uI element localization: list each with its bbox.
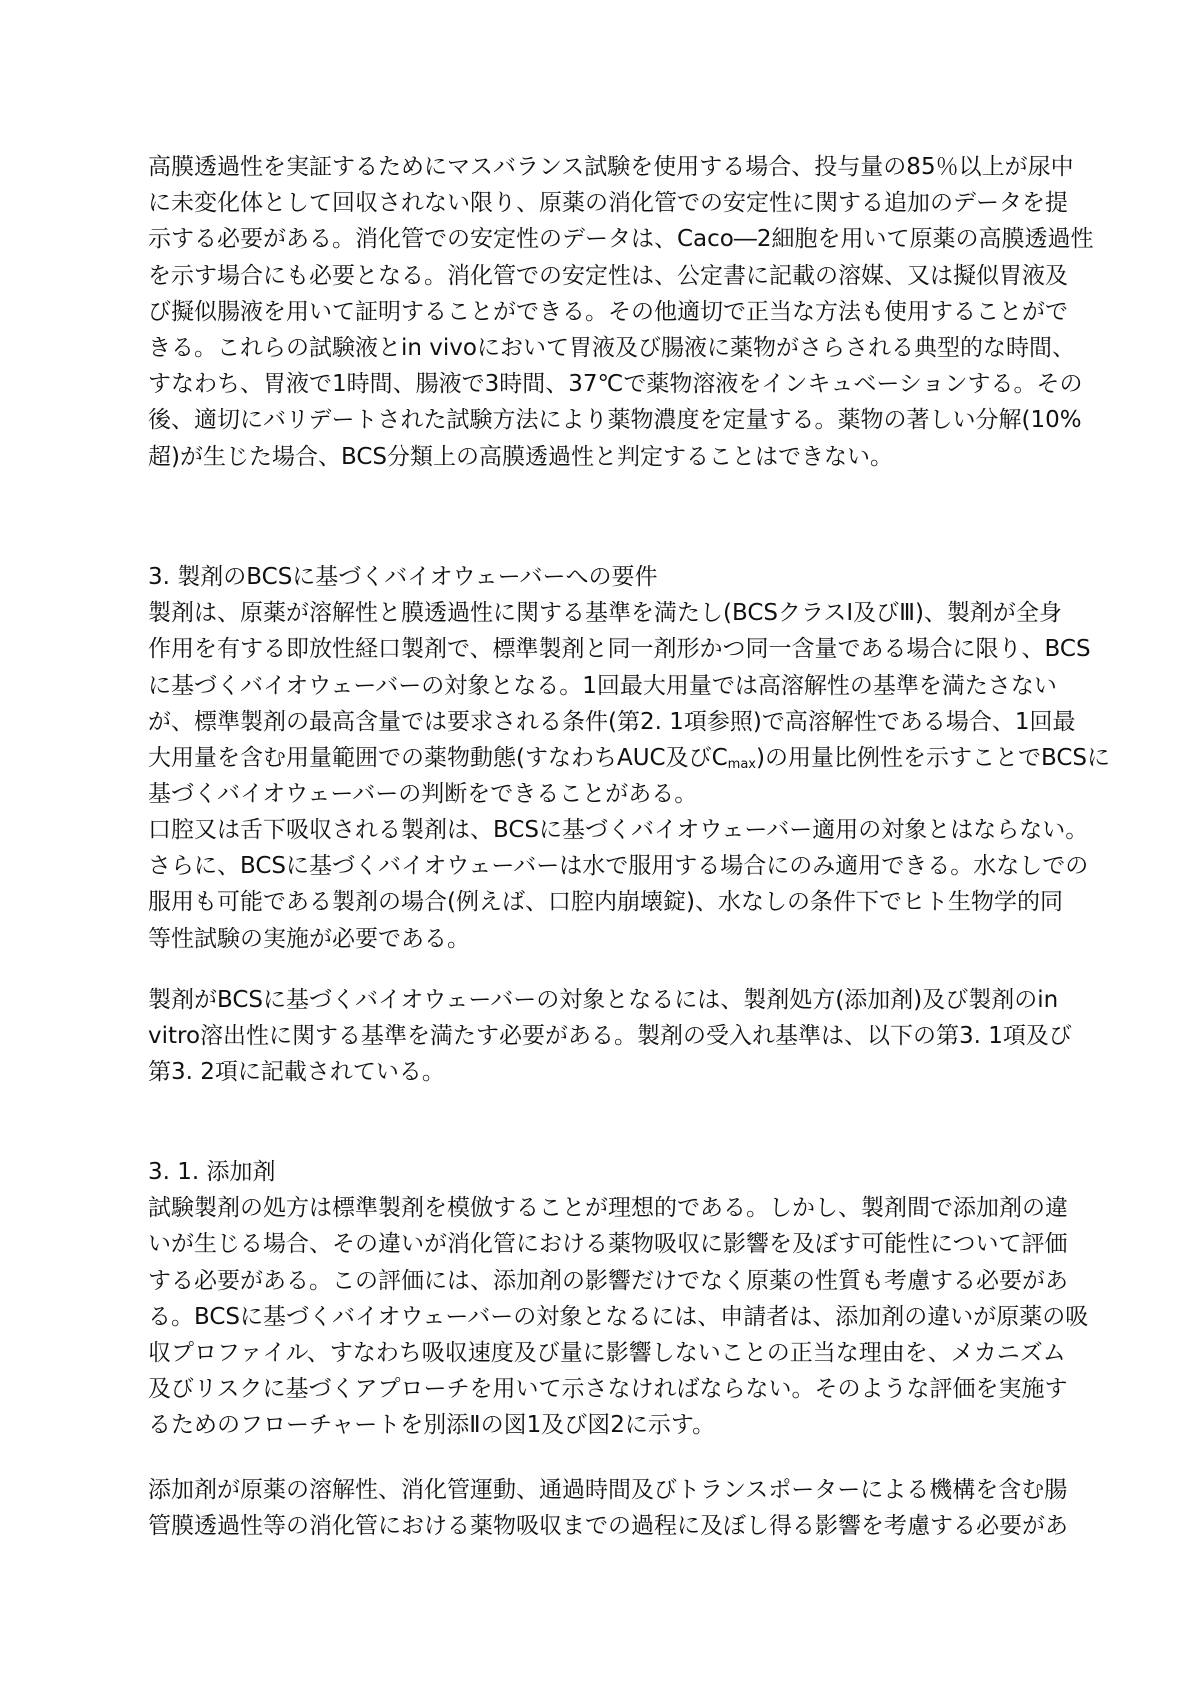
text-line: 及びリスクに基づくアプローチを用いて示さなければならない。そのような評価を実施す [148, 1376, 1068, 1403]
text-line: に基づくバイオウェーバーの対象となる。1回最大用量では高溶解性の基準を満たさない [148, 672, 1057, 699]
text-line: に未変化体として回収されない限り、原薬の消化管での安定性に関する追加のデータを提 [148, 190, 1068, 217]
text-line: が、標準製剤の最高含量では要求される条件(第2. 1項参照)で高溶解性である場合、1回最 [148, 708, 1076, 735]
text-span: )の用量比例性を示すことでBCSに [756, 744, 1111, 771]
text-line: 服用も可能である製剤の場合(例えば、口腔内崩壊錠)、水なしの条件下でヒト生物学的同 [148, 889, 1063, 916]
text-line: び擬似腸液を用いて証明することができる。その他適切で正当な方法も使用することがで [148, 298, 1068, 325]
text-line: 第3. 2項に記載されている。 [148, 1059, 445, 1086]
text-line: 添加剤が原薬の溶解性、消化管運動、通過時間及びトランスポーターによる機構を含む腸 [148, 1477, 1068, 1503]
text-line: る。BCSに基づくバイオウェーバーの対象となるには、申請者は、添加剤の違いが原薬の吸 [148, 1303, 1089, 1330]
text-line: 口腔又は舌下吸収される製剤は、BCSに基づくバイオウェーバー適用の対象とはならない。 [148, 817, 1089, 843]
text-line: すなわち、胃液で1時間、腸液で3時間、37℃で薬物溶液をインキュベーションする。その [148, 371, 1083, 398]
text-line: 超)が生じた場合、BCS分類上の高膜透過性と判定することはできない。 [148, 443, 894, 470]
paragraph-excipient-effects [148, 1472, 1068, 1544]
text-line: 製剤がBCSに基づくバイオウェーバーの対象となるには、製剤処方(添加剤)及び製剤のin [148, 987, 1059, 1013]
text-line: 試験製剤の処方は標準製剤を模倣することが理想的である。しかし、製剤間で添加剤の違 [148, 1195, 1068, 1222]
section-heading: 3. 製剤のBCSに基づくバイオウェーバーへの要件 [148, 564, 658, 590]
text-line-cmax [148, 740, 1111, 776]
text-line: るためのフローチャートを別添Ⅱの図1及び図2に示す。 [148, 1412, 716, 1439]
paragraph-oral-mucosal [148, 812, 1089, 957]
text-span: 大用量を含む用量範囲での薬物動態(すなわちAUC及びC [148, 744, 728, 771]
text-line: 高膜透過性を実証するためにマスバランス試験を使用する場合、投与量の85％以上が尿中 [148, 154, 1074, 180]
text-line: 製剤は、原薬が溶解性と膜透過性に関する基準を満たし(BCSクラスⅠ及びⅢ)、製剤が全身 [148, 600, 1062, 627]
text-line: いが生じる場合、その違いが消化管における薬物吸収に影響を及ぼす可能性について評価 [148, 1231, 1068, 1258]
paragraph-mass-balance [148, 149, 1094, 475]
text-line: さらに、BCSに基づくバイオウェーバーは水で服用する場合にのみ適用できる。水なしでの [148, 853, 1089, 880]
text-line: する必要がある。この評価には、添加剤の影響だけでなく原薬の性質も考慮する必要があ [148, 1267, 1068, 1294]
text-line: きる。これらの試験液とin vivoにおいて胃液及び腸液に薬物がさらされる典型的な時間、 [148, 334, 1075, 361]
section-3-1 [148, 1154, 1089, 1444]
text-line: 作用を有する即放性経口製剤で、標準製剤と同一剤形かつ同一含量である場合に限り、BCS [148, 636, 1091, 663]
paragraph-criteria [148, 982, 1072, 1091]
text-line: 管膜透過性等の消化管における薬物吸収までの過程に及ぼし得る影響を考慮する必要があ [148, 1513, 1068, 1540]
text-line: vitro溶出性に関する基準を満たす必要がある。製剤の受入れ基準は、以下の第3. 1項及び [148, 1023, 1072, 1050]
section-heading: 3. 1. 添加剤 [148, 1159, 276, 1185]
text-line: 基づくバイオウェーバーの判断をできることがある。 [148, 781, 698, 808]
subscript: max [727, 756, 756, 772]
text-line: 等性試験の実施が必要である。 [148, 925, 470, 952]
section-3 [148, 559, 1111, 812]
text-line: を示す場合にも必要となる。消化管での安定性は、公定書に記載の溶媒、又は擬似胃液及 [148, 262, 1068, 289]
text-line: 示する必要がある。消化管での安定性のデータは、Caco―2細胞を用いて原薬の高膜透過性 [148, 226, 1094, 253]
text-line: 収プロファイル、すなわち吸収速度及び量に影響しないことの正当な理由を、メカニズム [148, 1339, 1066, 1366]
text-line: 後、適切にバリデートされた試験方法により薬物濃度を定量する。薬物の著しい分解(10% [148, 407, 1082, 434]
